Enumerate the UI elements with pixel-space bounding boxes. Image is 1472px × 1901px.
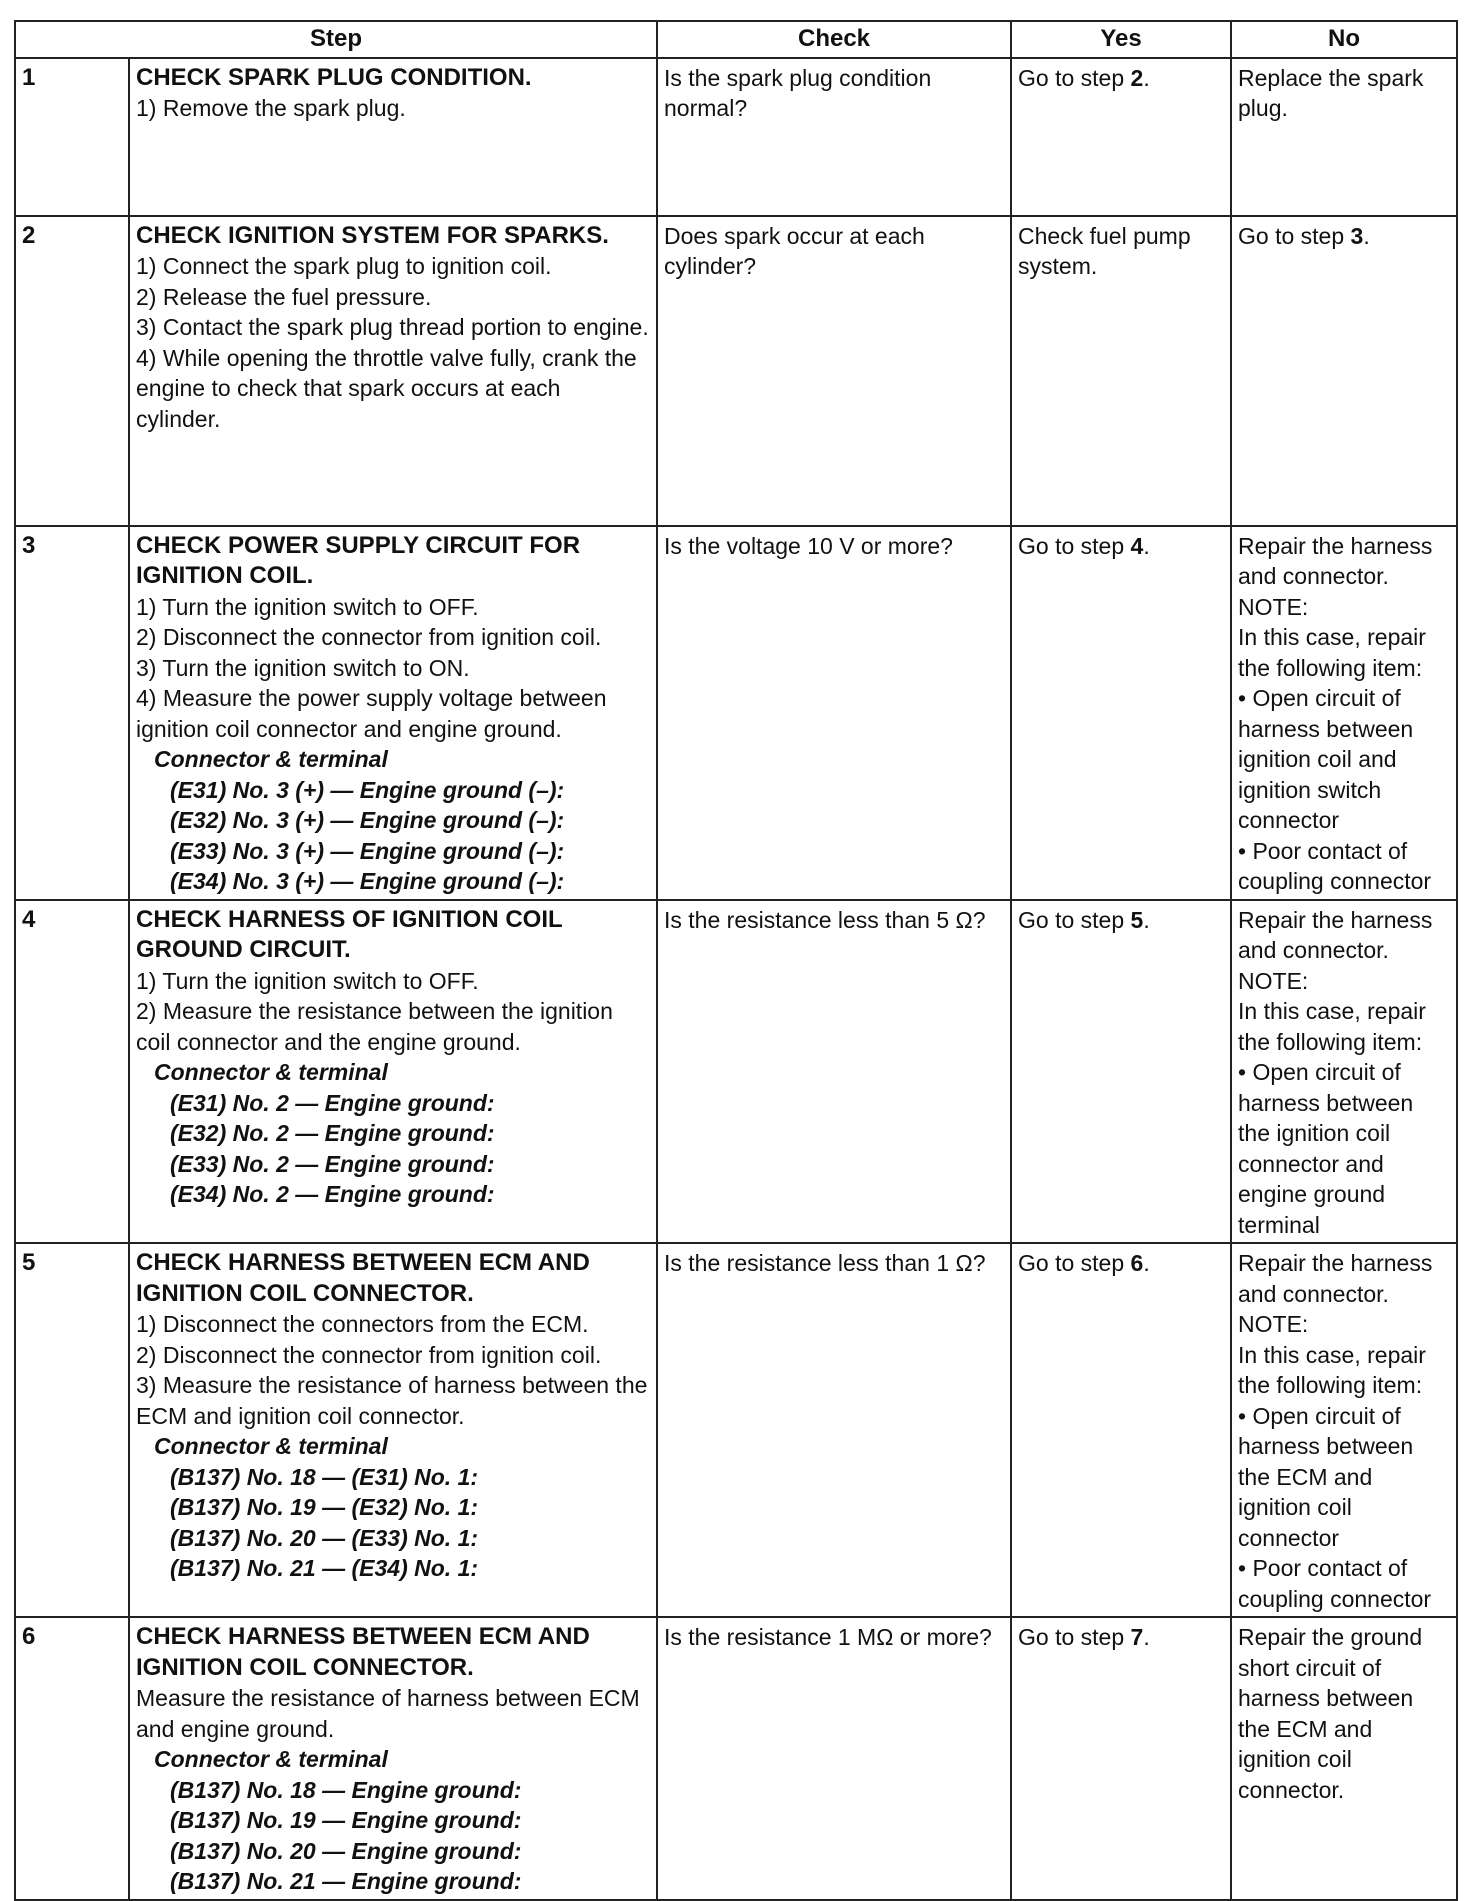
table-row bbox=[15, 526, 1457, 900]
table-row bbox=[15, 1243, 1457, 1617]
no-line: NOTE: bbox=[1238, 593, 1309, 620]
step-instruction: 3) Contact the spark plug thread portion to engine. bbox=[136, 314, 649, 340]
yes-cell bbox=[1011, 1243, 1231, 1617]
connector-terminal: (E32) No. 2 — Engine ground: bbox=[170, 1120, 495, 1146]
connector-label: Connector & terminal bbox=[154, 746, 388, 772]
step-title: CHECK HARNESS BETWEEN ECM AND IGNITION COIL CONNECTOR. bbox=[136, 1623, 590, 1681]
connector-terminal: (B137) No. 20 — (E33) No. 1: bbox=[170, 1524, 479, 1551]
connector-terminal: (B137) No. 19 — (E32) No. 1: bbox=[170, 1494, 479, 1520]
yes-step-ref: 5 bbox=[1130, 906, 1144, 933]
step-instruction: 4) While opening the throttle valve fully, crank the engine to check that spark occurs at each cylinder. bbox=[136, 344, 637, 432]
connector-terminal: (B137) No. 18 — (E31) No. 1: bbox=[170, 1463, 479, 1490]
no-line: • Poor contact of coupling connector bbox=[1238, 837, 1432, 894]
header-row bbox=[15, 21, 1457, 58]
yes-text: Go to step bbox=[1018, 1624, 1131, 1650]
no-text: Go to step bbox=[1238, 222, 1351, 249]
no-line: Repair the harness and connector. bbox=[1238, 1250, 1433, 1307]
step-instruction: 3) Measure the resistance of harness between the ECM and ignition coil connector. bbox=[136, 1372, 648, 1429]
step-instruction: 1) Turn the ignition switch to OFF. bbox=[136, 593, 479, 620]
connector-terminal: (E32) No. 3 (+) — Engine ground (–): bbox=[170, 807, 565, 833]
yes-step-ref: 7 bbox=[1130, 1624, 1144, 1650]
connector-label: Connector & terminal bbox=[154, 1746, 388, 1772]
connector-terminal: (E31) No. 2 — Engine ground: bbox=[170, 1089, 495, 1116]
step-instruction: 2) Release the fuel pressure. bbox=[136, 283, 432, 310]
connector-terminal: (E33) No. 2 — Engine ground: bbox=[170, 1150, 495, 1177]
step-number: 6 bbox=[15, 1617, 129, 1900]
step-instruction: 1) Remove the spark plug. bbox=[136, 95, 406, 121]
no-line: In this case, repair the following item: bbox=[1238, 624, 1426, 681]
step-cell bbox=[129, 526, 657, 900]
check-cell: Is the voltage 10 V or more? bbox=[657, 526, 1011, 900]
step-instruction: 1) Turn the ignition switch to OFF. bbox=[136, 967, 479, 994]
no-cell bbox=[1231, 216, 1457, 526]
yes-cell: Check fuel pump system. bbox=[1011, 216, 1231, 526]
no-cell bbox=[1231, 1243, 1457, 1617]
no-line: Repair the ground short circuit of harness between the ECM and ignition coil connector. bbox=[1238, 1624, 1423, 1803]
step-cell bbox=[129, 1243, 657, 1617]
step-instruction: 1) Connect the spark plug to ignition coil. bbox=[136, 253, 552, 279]
step-title: CHECK HARNESS BETWEEN ECM AND IGNITION COIL CONNECTOR. bbox=[136, 1249, 590, 1307]
no-line: • Open circuit of harness between the ignition coil connector and engine ground terminal bbox=[1238, 1059, 1414, 1238]
yes-step-ref: 6 bbox=[1130, 1250, 1144, 1276]
step-cell bbox=[129, 900, 657, 1244]
step-number: 1 bbox=[15, 58, 129, 216]
yes-cell bbox=[1011, 1617, 1231, 1900]
no-cell bbox=[1231, 1617, 1457, 1900]
no-cell bbox=[1231, 58, 1457, 216]
step-number: 3 bbox=[15, 526, 129, 900]
yes-text: Go to step bbox=[1018, 906, 1131, 933]
connector-terminal: (E34) No. 3 (+) — Engine ground (–): bbox=[170, 868, 565, 894]
yes-step-ref: 4 bbox=[1130, 532, 1144, 559]
step-number: 4 bbox=[15, 900, 129, 1244]
yes-text: Go to step bbox=[1018, 64, 1131, 91]
yes-end: . bbox=[1143, 1624, 1150, 1650]
yes-step-ref: 2 bbox=[1130, 64, 1144, 91]
no-line: Repair the harness and connector. bbox=[1238, 906, 1433, 963]
header-step: Step bbox=[15, 21, 657, 58]
no-line: • Open circuit of harness between the ECM and ignition coil connector bbox=[1238, 1402, 1414, 1551]
step-number: 5 bbox=[15, 1243, 129, 1617]
connector-terminal: (B137) No. 19 — Engine ground: bbox=[170, 1807, 522, 1833]
header-check: Check bbox=[657, 21, 1011, 58]
step-instruction: 4) Measure the power supply voltage between ignition coil connector and engine ground. bbox=[136, 685, 607, 742]
yes-end: . bbox=[1143, 1250, 1150, 1276]
no-line: • Poor contact of coupling connector bbox=[1238, 1555, 1432, 1612]
step-title: CHECK HARNESS OF IGNITION COIL GROUND CIRCUIT. bbox=[136, 905, 563, 963]
header-no: No bbox=[1231, 21, 1457, 58]
no-end: . bbox=[1363, 222, 1370, 249]
no-step-ref: 3 bbox=[1350, 222, 1364, 249]
step-cell bbox=[129, 216, 657, 526]
step-title: CHECK IGNITION SYSTEM FOR SPARKS. bbox=[136, 221, 609, 249]
table-row bbox=[15, 900, 1457, 1244]
no-line: Replace the spark plug. bbox=[1238, 64, 1424, 121]
connector-label: Connector & terminal bbox=[154, 1059, 388, 1085]
table-row bbox=[15, 216, 1457, 526]
step-instruction: 3) Turn the ignition switch to ON. bbox=[136, 654, 470, 681]
check-cell: Is the resistance 1 MΩ or more? bbox=[657, 1617, 1011, 1900]
yes-cell bbox=[1011, 900, 1231, 1244]
step-cell bbox=[129, 1617, 657, 1900]
table-row bbox=[15, 58, 1457, 216]
step-number: 2 bbox=[15, 216, 129, 526]
step-instruction: 2) Measure the resistance between the ignition coil connector and the engine ground. bbox=[136, 998, 613, 1055]
connector-terminal: (E34) No. 2 — Engine ground: bbox=[170, 1181, 495, 1207]
yes-end: . bbox=[1143, 906, 1150, 933]
connector-label: Connector & terminal bbox=[154, 1433, 388, 1459]
no-line: Repair the harness and connector. bbox=[1238, 532, 1433, 589]
step-cell bbox=[129, 58, 657, 216]
yes-cell bbox=[1011, 58, 1231, 216]
check-cell: Is the spark plug condition normal? bbox=[657, 58, 1011, 216]
no-line: NOTE: bbox=[1238, 1311, 1309, 1337]
step-title: CHECK POWER SUPPLY CIRCUIT FOR IGNITION COIL. bbox=[136, 531, 581, 589]
step-instruction: 1) Disconnect the connectors from the ECM. bbox=[136, 1311, 589, 1337]
connector-terminal: (B137) No. 20 — Engine ground: bbox=[170, 1837, 522, 1864]
check-cell: Is the resistance less than 5 Ω? bbox=[657, 900, 1011, 1244]
connector-terminal: (B137) No. 21 — (E34) No. 1: bbox=[170, 1555, 479, 1581]
connector-terminal: (B137) No. 21 — Engine ground: bbox=[170, 1868, 522, 1894]
step-instruction: Measure the resistance of harness between ECM and engine ground. bbox=[136, 1685, 640, 1742]
table-row bbox=[15, 1617, 1457, 1900]
no-line: In this case, repair the following item: bbox=[1238, 998, 1426, 1055]
yes-end: . bbox=[1143, 64, 1150, 91]
connector-terminal: (B137) No. 18 — Engine ground: bbox=[170, 1776, 522, 1803]
step-instruction: 2) Disconnect the connector from ignition coil. bbox=[136, 1341, 602, 1368]
connector-terminal: (E33) No. 3 (+) — Engine ground (–): bbox=[170, 837, 565, 864]
diagnostic-table bbox=[14, 20, 1458, 1901]
no-cell bbox=[1231, 526, 1457, 900]
yes-text: Go to step bbox=[1018, 532, 1131, 559]
no-line: NOTE: bbox=[1238, 967, 1309, 994]
no-line: In this case, repair the following item: bbox=[1238, 1341, 1426, 1398]
check-cell: Does spark occur at each cylinder? bbox=[657, 216, 1011, 526]
step-instruction: 2) Disconnect the connector from ignition coil. bbox=[136, 624, 602, 650]
header-yes: Yes bbox=[1011, 21, 1231, 58]
yes-text: Go to step bbox=[1018, 1250, 1131, 1276]
step-title: CHECK SPARK PLUG CONDITION. bbox=[136, 63, 532, 91]
check-cell: Is the resistance less than 1 Ω? bbox=[657, 1243, 1011, 1617]
yes-end: . bbox=[1143, 532, 1150, 559]
connector-terminal: (E31) No. 3 (+) — Engine ground (–): bbox=[170, 776, 565, 803]
no-line: • Open circuit of harness between ignition coil and ignition switch connector bbox=[1238, 685, 1414, 833]
yes-cell bbox=[1011, 526, 1231, 900]
no-cell bbox=[1231, 900, 1457, 1244]
